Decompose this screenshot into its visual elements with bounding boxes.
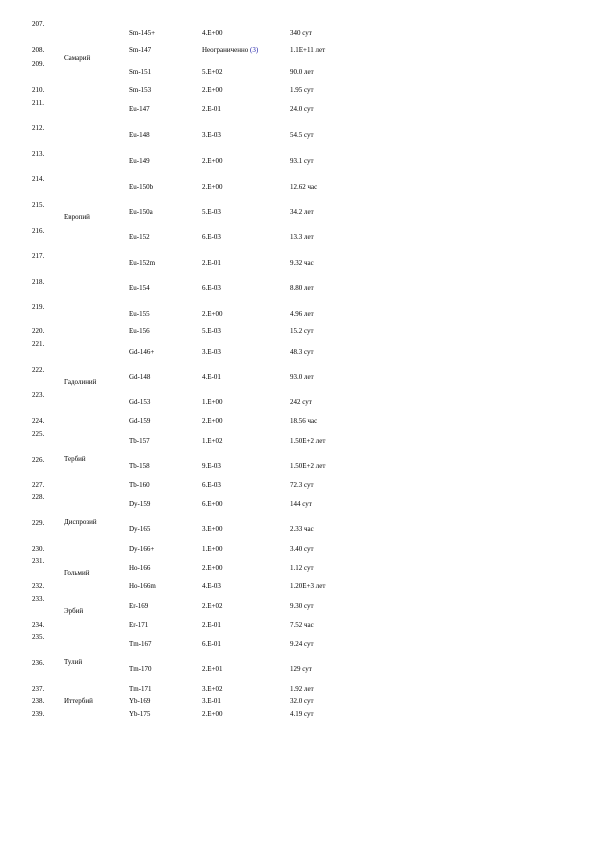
half-life-cell: 24.0 сут: [290, 105, 314, 113]
half-life-cell: 242 сут: [290, 398, 312, 406]
half-life-cell: 129 сут: [290, 665, 312, 673]
row-number: 237.: [32, 685, 45, 693]
row-number: 236.: [32, 659, 45, 667]
element-name: Гольмий: [64, 569, 90, 577]
half-life-cell: 15.2 сут: [290, 327, 314, 335]
half-life-cell: 1.12 сут: [290, 564, 314, 572]
row-number: 211.: [32, 99, 44, 107]
activity-cell: 3.E-03: [202, 131, 221, 139]
activity-cell: 1.E+00: [202, 398, 223, 406]
activity-cell: 2.E+00: [202, 710, 223, 718]
activity-cell: 4.E-03: [202, 582, 221, 590]
half-life-cell: 12.62 час: [290, 183, 318, 191]
activity-cell: 6.E+00: [202, 500, 223, 508]
activity-cell: 2.E+02: [202, 602, 223, 610]
nuclide-cell: Tb-160: [129, 481, 150, 489]
activity-cell: 1.E+00: [202, 545, 223, 553]
half-life-cell: 1.50E+2 лет: [290, 462, 326, 470]
nuclide-cell: Er-169: [129, 602, 149, 610]
half-life-cell: 93.0 лет: [290, 373, 314, 381]
half-life-cell: 54.5 сут: [290, 131, 314, 139]
half-life-cell: 9.30 сут: [290, 602, 314, 610]
activity-cell: 6.E-03: [202, 284, 221, 292]
activity-cell: 2.E+00: [202, 310, 223, 318]
nuclide-cell: Eu-156: [129, 327, 150, 335]
half-life-cell: 8.80 лет: [290, 284, 314, 292]
half-life-cell: 9.32 час: [290, 259, 314, 267]
half-life-cell: 1.1E+11 лет: [290, 46, 326, 54]
nuclide-cell: Gd-148: [129, 373, 151, 381]
row-number: 227.: [32, 481, 45, 489]
row-number: 217.: [32, 252, 45, 260]
nuclide-cell: Gd-146+: [129, 348, 155, 356]
activity-cell: 2.E-01: [202, 621, 221, 629]
nuclide-cell: Eu-149: [129, 157, 150, 165]
activity-cell: 3.E-03: [202, 348, 221, 356]
half-life-cell: 1.95 сут: [290, 86, 314, 94]
nuclide-cell: Gd-159: [129, 417, 151, 425]
activity-cell: 2.E+01: [202, 665, 223, 673]
half-life-cell: 72.3 сут: [290, 481, 314, 489]
nuclide-cell: Dy-165: [129, 525, 151, 533]
row-number: 230.: [32, 545, 45, 553]
activity-cell: 2.E+00: [202, 183, 223, 191]
activity-cell: 2.E+00: [202, 86, 223, 94]
nuclide-cell: Ho-166: [129, 564, 151, 572]
element-name: Иттербий: [64, 697, 93, 705]
nuclide-cell: Sm-151: [129, 68, 152, 76]
element-name: Тербий: [64, 455, 86, 463]
row-number: 216.: [32, 227, 45, 235]
half-life-cell: 144 сут: [290, 500, 312, 508]
half-life-cell: 7.52 час: [290, 621, 314, 629]
half-life-cell: 13.3 лет: [290, 233, 314, 241]
row-number: 214.: [32, 175, 45, 183]
activity-cell: 3.E+02: [202, 685, 223, 693]
activity-cell: 6.E-03: [202, 233, 221, 241]
row-number: 209.: [32, 60, 45, 68]
row-number: 210.: [32, 86, 45, 94]
row-number: 235.: [32, 633, 45, 641]
row-number: 208.: [32, 46, 45, 54]
activity-cell: 5.E-03: [202, 327, 221, 335]
row-number: 213.: [32, 150, 45, 158]
activity-cell: 3.E-01: [202, 697, 221, 705]
row-number: 207.: [32, 20, 45, 28]
nuclide-cell: Gd-153: [129, 398, 151, 406]
nuclide-cell: Dy-166+: [129, 545, 155, 553]
row-number: 219.: [32, 303, 45, 311]
row-number: 220.: [32, 327, 45, 335]
activity-cell: 9.E-03: [202, 462, 221, 470]
half-life-cell: 4.19 сут: [290, 710, 314, 718]
half-life-cell: 93.1 сут: [290, 157, 314, 165]
row-number: 222.: [32, 366, 45, 374]
nuclide-cell: Tm-170: [129, 665, 152, 673]
row-number: 212.: [32, 124, 45, 132]
nuclide-cell: Eu-154: [129, 284, 150, 292]
activity-cell: [202, 46, 258, 54]
row-number: 233.: [32, 595, 45, 603]
element-name: Самарий: [64, 54, 91, 62]
element-name: Тулий: [64, 658, 83, 666]
half-life-cell: 32.0 сут: [290, 697, 314, 705]
row-number: 225.: [32, 430, 45, 438]
nuclide-cell: Eu-155: [129, 310, 150, 318]
nuclide-cell: Sm-145+: [129, 29, 156, 37]
nuclide-cell: Eu-147: [129, 105, 150, 113]
activity-cell: 4.E-01: [202, 373, 221, 381]
half-life-cell: 4.96 лет: [290, 310, 314, 318]
element-name: Диспрозий: [64, 518, 97, 526]
activity-cell: 2.E+00: [202, 157, 223, 165]
element-name: Эрбий: [64, 607, 84, 615]
row-number: 218.: [32, 278, 45, 286]
activity-cell: 4.E+00: [202, 29, 223, 37]
activity-cell: 1.E+02: [202, 437, 223, 445]
half-life-cell: 3.40 сут: [290, 545, 314, 553]
half-life-cell: 1.20E+3 лет: [290, 582, 326, 590]
nuclide-cell: Tm-171: [129, 685, 152, 693]
nuclide-cell: Sm-153: [129, 86, 152, 94]
row-number: 224.: [32, 417, 45, 425]
nuclide-cell: Eu-150b: [129, 183, 154, 191]
half-life-cell: 1.50E+2 лет: [290, 437, 326, 445]
activity-cell: 5.E+02: [202, 68, 223, 76]
half-life-cell: 90.0 лет: [290, 68, 314, 76]
activity-cell: 6.E-01: [202, 640, 221, 648]
activity-cell: 2.E-01: [202, 105, 221, 113]
nuclide-cell: Tb-158: [129, 462, 150, 470]
row-number: 215.: [32, 201, 45, 209]
activity-cell: 3.E+00: [202, 525, 223, 533]
half-life-cell: 48.3 сут: [290, 348, 314, 356]
row-number: 221.: [32, 340, 45, 348]
element-name: Гадолиний: [64, 378, 97, 386]
activity-cell: 2.E+00: [202, 417, 223, 425]
nuclide-cell: Sm-147: [129, 46, 152, 54]
row-number: 232.: [32, 582, 45, 590]
activity-cell: 6.E-03: [202, 481, 221, 489]
row-number: 238.: [32, 697, 45, 705]
activity-value: Неограниченно: [202, 46, 249, 54]
row-number: 234.: [32, 621, 45, 629]
nuclide-cell: Tb-157: [129, 437, 150, 445]
nuclide-cell: Ho-166m: [129, 582, 156, 590]
nuclide-cell: Tm-167: [129, 640, 152, 648]
row-number: 229.: [32, 519, 45, 527]
nuclide-cell: Eu-152: [129, 233, 150, 241]
half-life-cell: 34.2 лет: [290, 208, 314, 216]
nuclide-cell: Yb-169: [129, 697, 151, 705]
nuclide-cell: Dy-159: [129, 500, 151, 508]
row-number: 226.: [32, 456, 45, 464]
nuclide-cell: Eu-148: [129, 131, 150, 139]
element-name: Европий: [64, 213, 90, 221]
activity-cell: 2.E-01: [202, 259, 221, 267]
footnote-link[interactable]: (3): [250, 46, 259, 54]
nuclide-cell: Eu-150a: [129, 208, 153, 216]
half-life-cell: 2.33 час: [290, 525, 314, 533]
activity-cell: 5.E-03: [202, 208, 221, 216]
row-number: 228.: [32, 493, 45, 501]
row-number: 239.: [32, 710, 45, 718]
half-life-cell: 18.56 час: [290, 417, 318, 425]
nuclide-cell: Yb-175: [129, 710, 151, 718]
activity-cell: 2.E+00: [202, 564, 223, 572]
half-life-cell: 1.92 лет: [290, 685, 314, 693]
row-number: 231.: [32, 557, 45, 565]
half-life-cell: 340 сут: [290, 29, 312, 37]
nuclide-cell: Er-171: [129, 621, 149, 629]
row-number: 223.: [32, 391, 45, 399]
nuclide-cell: Eu-152m: [129, 259, 156, 267]
half-life-cell: 9.24 сут: [290, 640, 314, 648]
